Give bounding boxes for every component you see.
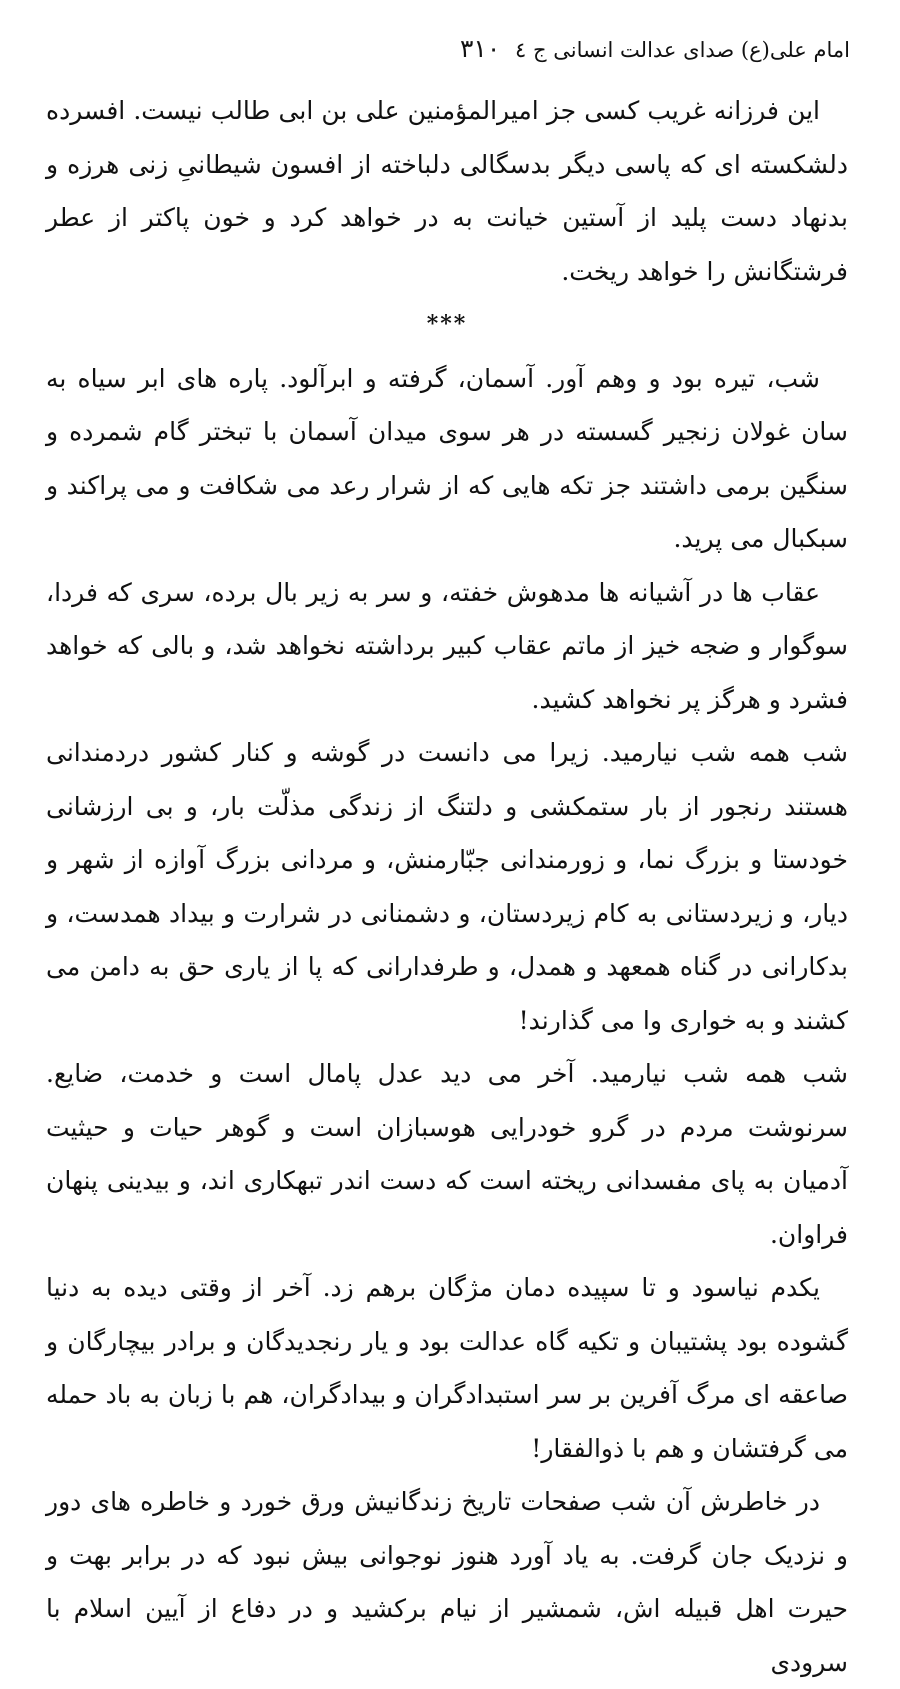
paragraph: شب همه شب نیارمید. زیرا می دانست در گوشه و کنار کشور دردمندانی هستند رنجور از بار ستمکشی و دلتنگ از زندگی مذلّت بار، و بی ارزشانی خودستا و بزرگ نما، و زورمندانی جبّارمنش، و مردانی بزرگ آوازه از شهر و دیار، و زیردستانی به کام زیردستان، و دشمنانی در شرارت و بیداد همدست، و بدکارانی در گناه همعهد و همدل، و طرفدارانی که پا از یاری حق به دامن می کشند و به خواری وا می گذارند!: [46, 738, 848, 1035]
paragraph: در خاطرش آن شب صفحات تاریخ زندگانیش ورق خورد و خاطره های دور و نزدیک جان گرفت. به یاد آورد هنوز نوجوانی بیش نبود که در برابر بهت و حیرت اهل قبیله اش، شمشیر از نیام برکشید و در دفاع از آیین اسلام با سرودی: [46, 1487, 848, 1677]
paragraph: یکدم نیاسود و تا سپیده دمان مژگان برهم زد. آخر از وقتی دیده به دنیا گشوده بود پشتیبان و تکیه گاه عدالت بود و یار رنجدیدگان و برادر بیچارگان و صاعقه ای مرگ آفرین بر سر استبدادگران و بیدادگران، هم با زبان به باد حمله می گرفتشان و هم با ذوالفقار!: [46, 1273, 848, 1463]
page-number: ٣١٠: [460, 34, 501, 63]
paragraph: عقاب ها در آشیانه ها مدهوش خفته، و سر به زیر بال برده، سری که فردا، سوگوار و ضجه خیز از ماتم عقاب کبیر برداشته نخواهد شد، و بالی که خواهد فشرد و هرگز پر نخواهد کشید.: [46, 577, 848, 714]
paragraph: شب، تیره بود و وهم آور. آسمان، گرفته و ابرآلود. پاره های ابر سیاه به سان غولان زنجیر گسسته در هر سوی میدان آسمان با تبختر گام شمرده و سنگین برمی داشتند جز تکه هایی که از شرار رعد می شکافت و می پراکند و سبکبال می پرید.: [46, 363, 848, 553]
running-title: امام علی(ع) صدای عدالت انسانی ج ٤: [515, 38, 850, 62]
section-separator: ***: [426, 311, 468, 337]
body-text: [46, 84, 848, 1689]
paragraph: شب همه شب نیارمید. آخر می دید عدل پامال است و خدمت، ضایع. سرنوشت مردم در گرو خودرایی هوسبازان است و گوهر حیات و حیثیت آدمیان به پای مفسدانی ریخته است که دست اندر تبهکاری اند، و بیدینی پنهان فراوان.: [46, 1059, 848, 1249]
page-header: [40, 34, 860, 70]
paragraph: این فرزانه غریب کسی جز امیرالمؤمنین علی بن ابی طالب نیست. افسرده دلشکسته ای که پاسی دیگر بدسگالی دلباخته از افسون شیطانیِ زنی هرزه و بدنهاد دست پلید از آستین خیانت به در خواهد کرد و خون پاکتر از عطر فرشتگانش را خواهد ریخت.: [46, 96, 848, 286]
